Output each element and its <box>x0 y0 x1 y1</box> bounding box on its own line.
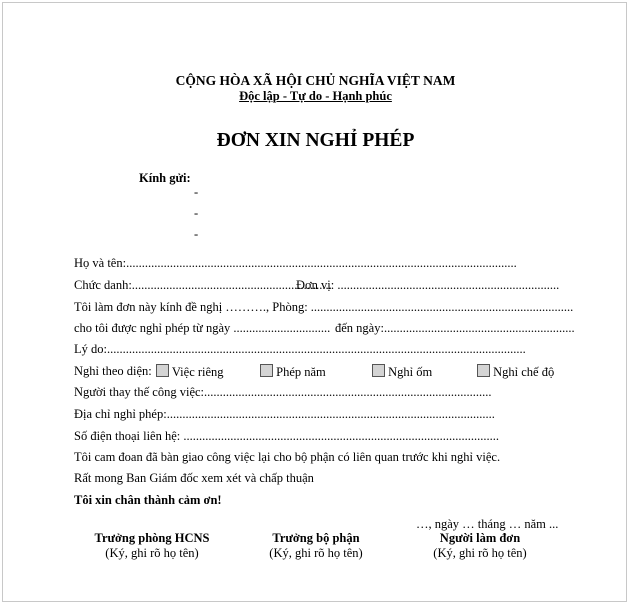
signature-hcns-title: Trưởng phòng HCNS <box>94 531 210 545</box>
leave-option-personal-label: Việc riêng <box>171 365 224 379</box>
approval-request-text: Rất mong Ban Giám đốc xem xét và chấp thuận <box>74 471 314 485</box>
phone-field[interactable]: Số điện thoại liên hệ: ..................................................................................................... <box>74 429 499 443</box>
leave-option-annual-label: Phép năm <box>276 365 326 379</box>
leave-option-annual[interactable] <box>260 364 326 380</box>
signature-applicant-title: Người làm đơn <box>439 531 521 545</box>
thanks-text: Tôi xin chân thành cảm ơn! <box>74 493 222 507</box>
position-field[interactable]: Chức danh:................................................................ <box>74 278 332 292</box>
signature-applicant <box>410 531 550 561</box>
signature-hcns-note: (Ký, ghi rõ họ tên) <box>105 546 199 560</box>
request-field[interactable]: Tôi làm đơn này kính đề nghị ………., Phòng: .................................................................................... <box>74 300 574 314</box>
department-field[interactable]: Đơn vị: ....................................................................... <box>296 278 560 292</box>
checkbox-personal[interactable] <box>156 364 169 377</box>
full-name-field[interactable]: Họ và tên:............................................................................................................................. <box>74 256 517 270</box>
recipient-line-3: - <box>194 227 199 241</box>
signature-applicant-note: (Ký, ghi rõ họ tên) <box>433 546 527 560</box>
signature-hcns <box>82 531 222 561</box>
recipient-line-1: - <box>194 185 199 199</box>
to-date-field[interactable]: đến ngày:............................................................. <box>335 321 575 335</box>
substitute-field[interactable]: Người thay thế công việc:............................................................................................ <box>74 385 492 399</box>
checkbox-regime[interactable] <box>477 364 490 377</box>
date-line: …, ngày … tháng … năm ... <box>416 517 559 531</box>
reason-field[interactable]: Lý do:...................................................................................................................................... <box>74 342 526 356</box>
motto: Độc lập - Tự do - Hạnh phúc <box>239 89 392 103</box>
address-field[interactable]: Địa chỉ nghỉ phép:......................................................................................................... <box>74 407 495 421</box>
leave-option-personal[interactable] <box>156 364 224 380</box>
recipient-label: Kính gửi: <box>139 171 191 185</box>
leave-option-sick[interactable] <box>372 364 432 380</box>
checkbox-sick[interactable] <box>372 364 385 377</box>
checkbox-annual[interactable] <box>260 364 273 377</box>
leave-type-label: Nghỉ theo diện: <box>74 364 152 378</box>
signature-department-note: (Ký, ghi rõ họ tên) <box>269 546 363 560</box>
leave-option-regime[interactable] <box>477 364 554 380</box>
country-header: CỘNG HÒA XÃ HỘI CHỦ NGHĨA VIỆT NAM <box>175 73 456 88</box>
commitment-text: Tôi cam đoan đã bàn giao công việc lại cho bộ phận có liên quan trước khi nghỉ việc. <box>74 450 501 464</box>
leave-option-sick-label: Nghỉ ốm <box>388 365 433 379</box>
recipient-line-2: - <box>194 206 199 220</box>
signature-department <box>246 531 386 561</box>
document-title: ĐƠN XIN NGHỈ PHÉP <box>216 130 415 151</box>
signature-department-title: Trưởng bộ phận <box>272 531 360 545</box>
leave-option-regime-label: Nghỉ chế độ <box>493 365 555 379</box>
from-date-field[interactable]: cho tôi được nghỉ phép từ ngày ............................... <box>74 321 331 335</box>
